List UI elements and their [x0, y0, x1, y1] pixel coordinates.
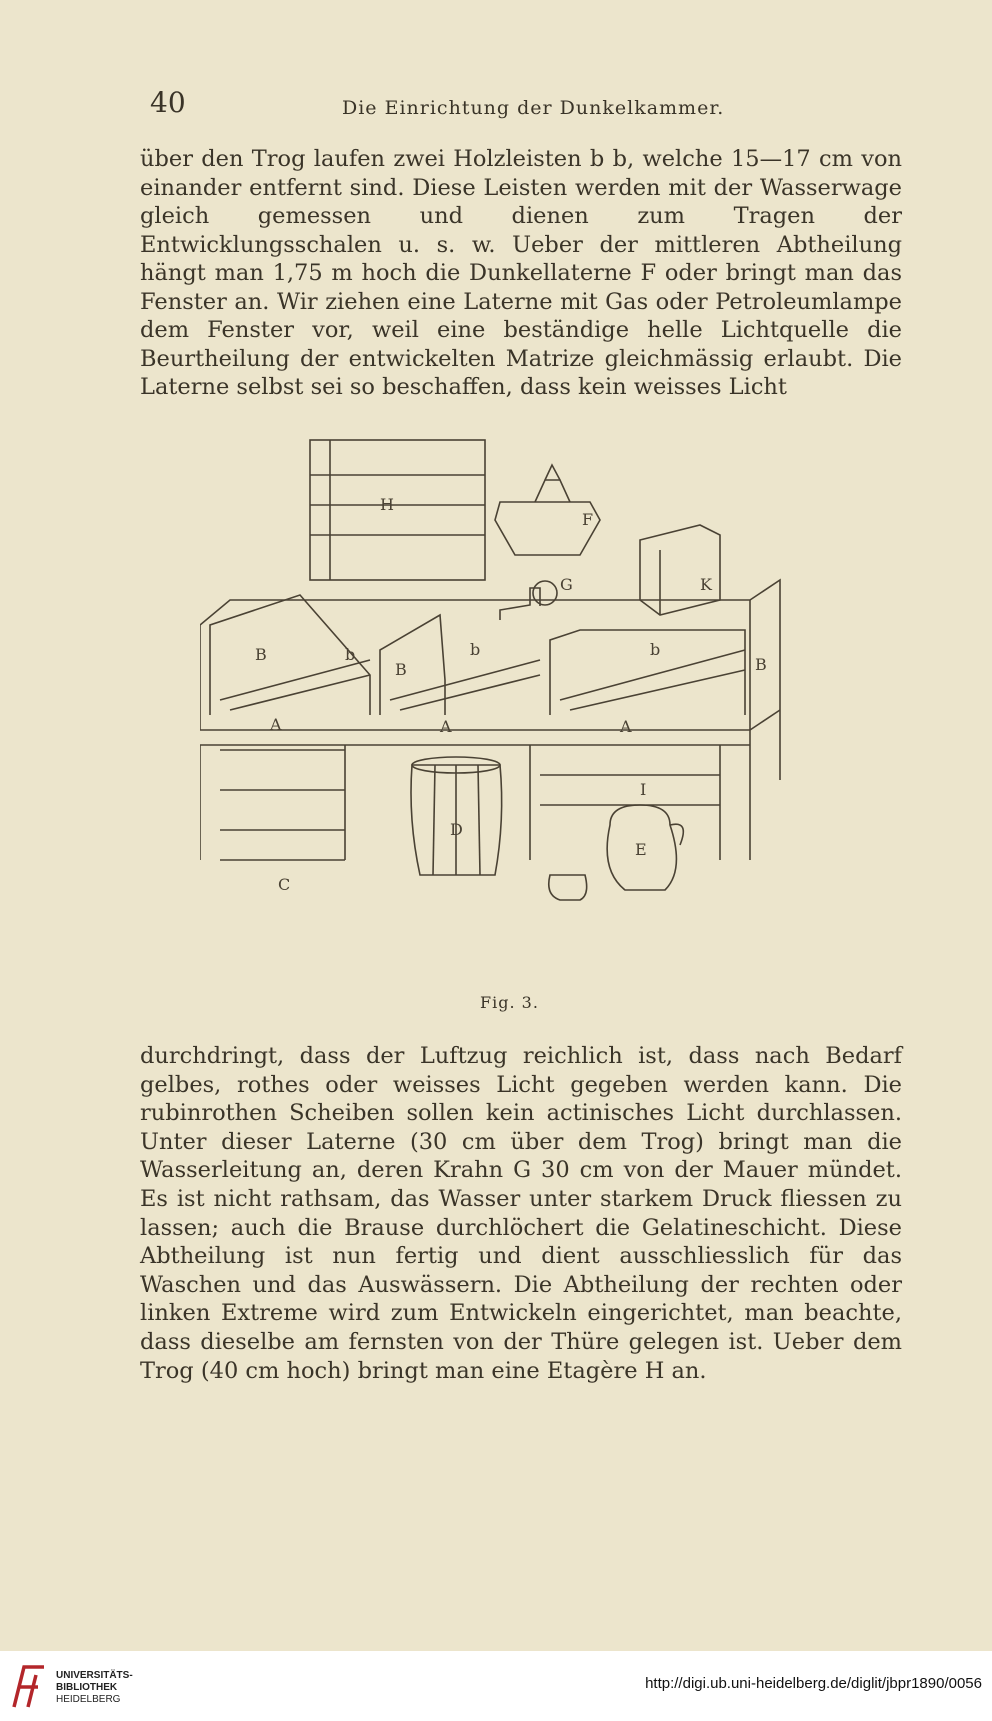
library-name: [56, 1670, 133, 1706]
label-b-left: B: [255, 645, 267, 664]
label-b-small-3: b: [650, 640, 661, 659]
label-h: H: [380, 495, 394, 514]
footer-bar: [0, 1651, 992, 1721]
library-logo-icon: [10, 1661, 48, 1711]
label-b-small-2: b: [470, 640, 481, 659]
label-a-right: A: [620, 717, 632, 736]
paragraph-text: durchdringt, dass der Luftzug reichlich ist, dass nach Bedarf gelbes, rothes oder weisses Licht gegeben werden kann. Die rubinrothen Scheiben sollen kein actinisches Licht durchlassen. Unter dieser Laterne (30 cm über dem Trog) bringt man die Wasserleitung an, deren Krahn G 30 cm von der Mauer mündet. Es ist nicht rathsam, das Wasser unter starkem Druck fliessen zu lassen; auch die Brause durchlöchert die Gelatineschicht. Diese Abtheilung ist nun fertig und dient ausschliesslich für das Waschen und das Auswässern. Die Abtheilung der rechten oder linken Extreme wird zum Entwickeln eingerichtet, man beachte, dass dieselbe am fernsten von der Thüre gelegen ist. Ueber dem Trog (40 cm hoch) bringt man eine Etagère H an.: [140, 1043, 902, 1384]
trough-middle: [380, 615, 445, 715]
library-name-line: UNIVERSITÄTS-: [56, 1670, 133, 1681]
page-number: 40: [150, 86, 186, 119]
label-d: D: [450, 820, 463, 839]
library-name-line: HEIDELBERG: [56, 1694, 121, 1705]
running-title: Die Einrichtung der Dunkelkammer.: [342, 97, 725, 119]
small-jug: [549, 875, 587, 900]
label-f: F: [582, 510, 594, 529]
figure-darkroom-sink: [200, 430, 860, 960]
label-c: C: [278, 875, 291, 894]
water-tap: [500, 588, 540, 620]
paragraph-text: über den Trog laufen zwei Holzleisten b b, welche 15—17 cm von einander entfernt sind. Diese Leisten werden mit der Wasserwage gleich gemessen und dienen zum Tragen der Entwicklungsschalen u. s. w. Ueber der mittleren Abtheilung hängt man 1,75 m hoch die Dunkellaterne F oder bringt man das Fenster an. Wir ziehen eine Laterne mit Gas oder Petroleumlampe dem Fenster vor, weil eine beständige helle Lichtquelle die Beurtheilung der entwickelten Matrize gleichmässig erlaubt. Die Laterne selbst sei so beschaffen, dass kein weisses Licht: [140, 146, 902, 400]
label-b-middle: B: [395, 660, 407, 679]
box-k: [640, 525, 720, 615]
label-b-small-1: b: [345, 645, 356, 664]
figure-caption: Fig. 3.: [480, 993, 539, 1012]
body-paragraph-top: [140, 145, 902, 402]
label-a-middle: A: [440, 717, 452, 736]
label-e: E: [635, 840, 647, 859]
label-b-right: B: [755, 655, 767, 674]
darkroom-illustration: [200, 430, 860, 960]
library-name-line: BIBLIOTHEK: [56, 1682, 118, 1693]
label-i: I: [640, 780, 647, 799]
label-g: G: [560, 575, 573, 594]
label-k: K: [700, 575, 712, 594]
trough-right: [550, 630, 745, 715]
etagere-shelf: [310, 440, 485, 580]
label-a-left: A: [270, 715, 282, 734]
source-url-link[interactable]: http://digi.ub.uni-heidelberg.de/diglit/jbpr1890/0056: [645, 1675, 982, 1692]
body-paragraph-bottom: [140, 1042, 902, 1385]
